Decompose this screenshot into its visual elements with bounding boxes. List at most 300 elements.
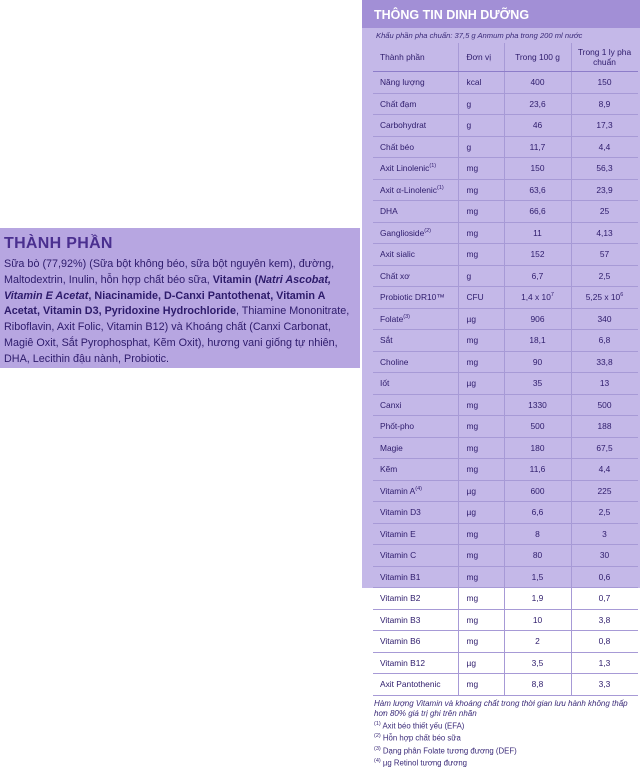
nutrient-per-100g-text: 600 — [530, 485, 545, 496]
nutrient-unit — [458, 437, 504, 459]
nutrient-name — [373, 330, 458, 352]
nutrient-unit — [458, 480, 504, 502]
nutrition-row — [373, 459, 638, 481]
nutrient-per-serving — [571, 115, 638, 137]
nutrient-per-serving-text: 3,8 — [598, 614, 611, 625]
nutrient-unit — [458, 158, 504, 180]
nutrient-per-serving — [571, 394, 638, 416]
nutrient-name — [373, 674, 458, 696]
nutrient-unit — [458, 308, 504, 330]
nutrient-unit-text: mg — [466, 593, 479, 604]
nutrient-per-100g — [504, 502, 571, 524]
nutrient-unit — [458, 394, 504, 416]
nutrient-unit — [458, 179, 504, 201]
nutrient-per-serving — [571, 330, 638, 352]
nutrient-unit — [458, 373, 504, 395]
nutrient-per-serving-text: 23,9 — [596, 184, 613, 195]
nutrient-name-text: Axit sialic — [380, 249, 415, 260]
nutrient-name — [373, 523, 458, 545]
nutrient-per-serving — [571, 222, 638, 244]
nutrient-per-100g — [504, 115, 571, 137]
nutrition-row — [373, 566, 638, 588]
nutrient-unit-text: g — [466, 141, 472, 152]
footnote-mark: 7 — [550, 292, 554, 299]
nutrient-per-100g-text: 150 — [530, 163, 545, 174]
serving-size-text: Khẩu phần pha chuẩn: 37,5 g Anmum pha trong 200 ml nước — [376, 31, 583, 40]
nutrient-per-serving-text: 30 — [599, 550, 610, 561]
nutrient-per-serving-text: 0,7 — [598, 593, 611, 604]
nutrient-name-text: Phốt-pho — [380, 421, 414, 432]
nutrient-name-text: Kẽm — [380, 464, 398, 475]
nutrient-unit-text: mg — [466, 550, 479, 561]
ingredients-panel — [0, 228, 360, 368]
nutrient-unit-text: g — [466, 120, 472, 131]
nutrient-name-text: DHA — [380, 206, 398, 217]
footnote-mark: (1) — [436, 184, 444, 191]
nutrient-unit-text: mg — [466, 528, 479, 539]
nutrient-name — [373, 502, 458, 524]
footnote — [362, 744, 640, 757]
nutrition-row — [373, 136, 638, 158]
nutrient-name — [373, 588, 458, 610]
nutrition-panel — [362, 0, 640, 768]
ingredient-segment: Natri Ascobat, Vitamin E Acetat — [4, 273, 331, 302]
nutrient-unit — [458, 201, 504, 223]
nutrient-name — [373, 566, 458, 588]
nutrient-per-serving-text: 0,6 — [598, 571, 611, 582]
nutrient-per-100g — [504, 179, 571, 201]
nutrition-row — [373, 502, 638, 524]
nutrient-name-text: Vitamin B3 — [380, 614, 421, 625]
nutrient-unit — [458, 566, 504, 588]
nutrition-rows — [373, 72, 638, 696]
nutrient-unit — [458, 115, 504, 137]
nutrient-name — [373, 179, 458, 201]
nutrient-name-text: Vitamin B1 — [380, 571, 421, 582]
footnote-mark: (2) — [424, 227, 431, 234]
nutrient-name — [373, 265, 458, 287]
nutrient-unit-text: kcal — [466, 77, 482, 88]
nutrient-name-text: Vitamin D3 — [380, 507, 421, 518]
nutrient-unit — [458, 72, 504, 94]
nutrition-row — [373, 287, 638, 309]
nutrient-per-100g — [504, 158, 571, 180]
nutrient-unit-text: g — [466, 270, 472, 281]
header-per-100g: Trong 100 g — [504, 43, 571, 72]
nutrient-per-100g-text: 1,9 — [531, 593, 544, 604]
nutrient-per-100g — [504, 652, 571, 674]
footnote — [362, 719, 640, 732]
nutrient-per-serving — [571, 265, 638, 287]
nutrient-per-100g-text: 18,1 — [529, 335, 546, 346]
nutrient-per-100g-text: 500 — [530, 421, 545, 432]
ingredient-segment: Niacinamide, D-Canxi Pantothenat, Vitamin A Acetat, Vitamin D3, Pyridoxine Hydrochloride — [4, 289, 325, 318]
nutrient-unit-text: mg — [466, 399, 479, 410]
nutrition-header-row — [373, 43, 638, 72]
nutrient-per-serving — [571, 652, 638, 674]
footnote-text: Hỗn hợp chất béo sữa — [382, 733, 461, 743]
nutrient-unit-text: mg — [466, 227, 479, 238]
nutrient-per-serving — [571, 308, 638, 330]
nutrient-unit — [458, 459, 504, 481]
nutrient-name-text: Probiotic DR10™ — [380, 292, 445, 303]
nutrient-per-serving-text: 4,4 — [598, 464, 611, 475]
nutrient-per-100g-text: 3,5 — [531, 657, 544, 668]
nutrient-name — [373, 158, 458, 180]
nutrient-per-serving-text: 2,5 — [598, 507, 611, 518]
nutrient-per-100g-text: 1,4 x 10 — [521, 292, 551, 303]
nutrient-per-serving — [571, 631, 638, 653]
nutrient-per-serving-text: 3,3 — [598, 679, 611, 690]
nutrient-unit-text: µg — [466, 378, 476, 389]
nutrient-per-serving — [571, 674, 638, 696]
nutrition-row — [373, 609, 638, 631]
nutrient-per-100g-text: 1330 — [528, 399, 547, 410]
ingredients-text — [4, 257, 356, 368]
nutrient-per-100g — [504, 351, 571, 373]
nutrient-unit — [458, 588, 504, 610]
nutrient-per-serving — [571, 609, 638, 631]
vitamin-note: Hàm lượng Vitamin và khoáng chất trong thời gian lưu hành không thấp hơn 80% giá trị ghi trên nhãn — [374, 698, 628, 718]
nutrient-name-text: Vitamin B2 — [380, 593, 421, 604]
nutrient-per-serving-text: 17,3 — [596, 120, 613, 131]
nutrient-unit — [458, 545, 504, 567]
nutrient-unit-text: mg — [466, 571, 479, 582]
nutrient-per-100g-text: 23,6 — [529, 98, 546, 109]
nutrition-row — [373, 545, 638, 567]
nutrient-per-serving-text: 56,3 — [596, 163, 613, 174]
nutrient-unit — [458, 652, 504, 674]
nutrient-per-serving-text: 57 — [599, 249, 610, 260]
nutrient-per-serving — [571, 459, 638, 481]
nutrient-per-serving-text: 1,3 — [598, 657, 611, 668]
nutrient-per-100g — [504, 523, 571, 545]
nutrient-unit — [458, 631, 504, 653]
nutrient-per-100g — [504, 459, 571, 481]
nutrient-unit — [458, 674, 504, 696]
nutrition-row — [373, 437, 638, 459]
nutrition-row — [373, 158, 638, 180]
footnote-mark: (3) — [403, 313, 411, 320]
footnote-mark: (4) — [415, 485, 422, 492]
nutrient-unit-text: mg — [466, 163, 479, 174]
nutrient-per-serving — [571, 72, 638, 94]
ingredient-segment: Sữa bò (77,92%) (Sữa bột không béo, sữa bột nguyên kem), đường, Maltodextrin, Inulin, hỗn hợp chất béo sữa, — [4, 258, 335, 286]
nutrient-per-100g — [504, 308, 571, 330]
nutrient-unit-text: mg — [466, 679, 479, 690]
nutrient-unit-text: mg — [466, 184, 479, 195]
nutrient-name-text: Chất xơ — [380, 270, 410, 281]
footnote-mark: (2) — [374, 733, 381, 740]
nutrient-per-100g — [504, 588, 571, 610]
nutrient-unit-text: µg — [466, 507, 476, 518]
nutrient-name-text: Canxi — [380, 399, 402, 410]
nutrient-per-100g — [504, 545, 571, 567]
nutrient-per-serving-text: 500 — [597, 399, 612, 410]
nutrient-name-text: Năng lượng — [380, 77, 425, 88]
nutrient-name — [373, 609, 458, 631]
nutrient-per-100g-text: 66,6 — [529, 206, 546, 217]
footnote-text: Dạng phân Folate tương đương (DEF) — [382, 746, 517, 756]
nutrient-name-text: Axit α-Linolenic — [380, 184, 437, 195]
nutrition-row — [373, 674, 638, 696]
footnote-text: Axit béo thiết yếu (EFA) — [382, 721, 465, 731]
nutrient-per-100g-text: 152 — [530, 249, 545, 260]
footnote-mark: (4) — [374, 758, 381, 765]
nutrient-unit-text: mg — [466, 464, 479, 475]
nutrient-name-text: Carbohydrat — [380, 120, 427, 131]
nutrient-name-text: Vitamin B12 — [380, 657, 426, 668]
nutrient-unit — [458, 287, 504, 309]
nutrient-unit-text: g — [466, 98, 472, 109]
footnote — [362, 756, 640, 769]
nutrient-name — [373, 115, 458, 137]
footnote-mark: 6 — [620, 292, 624, 299]
nutrient-per-serving — [571, 545, 638, 567]
nutrient-per-100g-text: 80 — [532, 550, 543, 561]
nutrient-unit-text: mg — [466, 442, 479, 453]
nutrient-per-serving — [571, 136, 638, 158]
nutrient-per-serving-text: 150 — [597, 77, 612, 88]
nutrient-per-100g — [504, 93, 571, 115]
nutrient-name — [373, 351, 458, 373]
nutrient-per-serving — [571, 201, 638, 223]
nutrient-per-100g-text: 90 — [532, 356, 543, 367]
nutrient-unit-text: mg — [466, 421, 479, 432]
nutrient-unit — [458, 265, 504, 287]
ingredients-title: THÀNH PHẦN — [4, 235, 113, 252]
nutrient-unit — [458, 330, 504, 352]
nutrient-name-text: Axit Linolenic — [380, 163, 430, 174]
nutrient-unit — [458, 136, 504, 158]
nutrient-per-100g — [504, 201, 571, 223]
nutrient-name — [373, 416, 458, 438]
nutrient-unit — [458, 416, 504, 438]
nutrient-name — [373, 136, 458, 158]
nutrient-per-serving — [571, 244, 638, 266]
nutrient-per-serving-text: 25 — [599, 206, 610, 217]
header-component: Thành phần — [373, 43, 458, 72]
nutrient-unit-text: CFU — [466, 292, 484, 303]
nutrient-per-serving-text: 13 — [599, 378, 610, 389]
nutrient-unit-text: mg — [466, 614, 479, 625]
nutrient-per-100g — [504, 674, 571, 696]
nutrient-name-text: Folate — [380, 313, 404, 324]
nutrient-per-100g-text: 2 — [535, 636, 540, 647]
nutrient-per-serving — [571, 502, 638, 524]
nutrient-per-100g-text: 11 — [533, 227, 542, 238]
nutrient-per-serving — [571, 523, 638, 545]
nutrient-per-100g — [504, 416, 571, 438]
nutrient-per-100g-text: 6,7 — [531, 270, 544, 281]
nutrition-row — [373, 351, 638, 373]
header-per-serving: Trong 1 ly pha chuẩn — [571, 43, 638, 72]
nutrient-per-serving-text: 3 — [602, 528, 607, 539]
nutrient-per-serving — [571, 351, 638, 373]
nutrient-per-serving-text: 4,13 — [596, 227, 613, 238]
nutrition-row — [373, 588, 638, 610]
nutrient-per-serving-text: 188 — [597, 421, 612, 432]
nutrient-name — [373, 545, 458, 567]
nutrition-row — [373, 115, 638, 137]
nutrition-row — [373, 265, 638, 287]
nutrient-per-100g — [504, 244, 571, 266]
nutrient-per-100g — [504, 566, 571, 588]
nutrient-unit-text: mg — [466, 356, 479, 367]
nutrient-per-100g-text: 180 — [530, 442, 545, 453]
nutrient-per-100g-text: 63,6 — [529, 184, 546, 195]
nutrient-per-100g — [504, 394, 571, 416]
nutrient-unit — [458, 609, 504, 631]
nutrient-per-100g — [504, 373, 571, 395]
nutrient-per-100g-text: 8,8 — [531, 679, 544, 690]
nutrient-per-serving-text: 5,25 x 10 — [585, 292, 621, 303]
nutrient-per-serving — [571, 480, 638, 502]
footnote — [362, 731, 640, 744]
nutrient-per-100g-text: 1,5 — [531, 571, 544, 582]
nutrient-name-text: Vitamin B6 — [380, 636, 421, 647]
nutrient-per-100g — [504, 265, 571, 287]
nutrient-name-text: Sắt — [380, 335, 393, 346]
nutrient-name-text: Choline — [380, 356, 409, 367]
nutrition-row — [373, 244, 638, 266]
nutrition-row — [373, 308, 638, 330]
nutrient-name-text: Vitamin C — [380, 550, 417, 561]
nutrient-per-serving-text: 6,8 — [598, 335, 611, 346]
footnote-mark: (1) — [374, 720, 381, 727]
nutrient-name — [373, 308, 458, 330]
nutrient-per-serving-text: 0,8 — [598, 636, 611, 647]
nutrient-per-serving — [571, 287, 638, 309]
nutrient-per-serving — [571, 93, 638, 115]
nutrient-name — [373, 373, 458, 395]
nutrition-row — [373, 201, 638, 223]
nutrient-per-100g-text: 8 — [535, 528, 540, 539]
nutrient-unit — [458, 222, 504, 244]
nutrient-name-text: Ganglioside — [380, 227, 425, 238]
ingredient-segment: , — [88, 289, 95, 302]
nutrition-row — [373, 179, 638, 201]
nutrient-per-serving-text: 225 — [597, 485, 612, 496]
nutrient-per-serving — [571, 437, 638, 459]
nutrient-name — [373, 287, 458, 309]
nutrient-per-serving-text: 340 — [597, 313, 612, 324]
nutrient-unit — [458, 523, 504, 545]
nutrition-row — [373, 631, 638, 653]
nutrition-row — [373, 330, 638, 352]
nutrient-name-text: Axit Pantothenic — [380, 679, 441, 690]
nutrient-name-text: Chất đạm — [380, 98, 417, 109]
nutrient-unit-text: µg — [466, 313, 476, 324]
nutrition-row — [373, 480, 638, 502]
nutrient-unit-text: mg — [466, 206, 479, 217]
nutrient-unit — [458, 502, 504, 524]
nutrient-name — [373, 394, 458, 416]
nutrient-unit-text: µg — [466, 657, 476, 668]
footnote-text: µg Retinol tương đương — [382, 758, 468, 768]
nutrient-per-100g-text: 46 — [532, 120, 543, 131]
nutrient-per-serving — [571, 416, 638, 438]
nutrient-per-100g-text: 400 — [530, 77, 545, 88]
nutrient-name — [373, 652, 458, 674]
nutrient-per-serving-text: 33,8 — [596, 356, 613, 367]
nutrient-per-serving — [571, 158, 638, 180]
nutrient-name — [373, 459, 458, 481]
nutrition-row — [373, 373, 638, 395]
nutrient-per-100g — [504, 480, 571, 502]
nutrient-per-100g — [504, 631, 571, 653]
nutrition-title: THÔNG TIN DINH DƯỠNG — [362, 0, 640, 28]
nutrient-name-text: Chất béo — [380, 141, 414, 152]
header-unit: Đơn vị — [458, 43, 504, 72]
nutrient-per-100g — [504, 72, 571, 94]
nutrient-per-100g-text: 10 — [532, 614, 543, 625]
nutrient-name-text: Vitamin A — [380, 485, 416, 496]
ingredient-segment: Vitamin ( — [212, 273, 259, 286]
nutrition-row — [373, 416, 638, 438]
nutrient-per-100g — [504, 330, 571, 352]
nutrition-row — [373, 93, 638, 115]
nutrient-per-100g-text: 906 — [530, 313, 545, 324]
nutrient-per-100g — [504, 136, 571, 158]
nutrient-name — [373, 222, 458, 244]
nutrient-name — [373, 631, 458, 653]
nutrition-row — [373, 72, 638, 94]
nutrient-unit — [458, 244, 504, 266]
nutrient-per-serving-text: 67,5 — [596, 442, 613, 453]
nutrition-row — [373, 523, 638, 545]
nutrition-row — [373, 222, 638, 244]
nutrient-name-text: Vitamin E — [380, 528, 416, 539]
nutrient-per-serving — [571, 588, 638, 610]
footnote-mark: (1) — [429, 163, 437, 170]
nutrient-per-100g-text: 11,6 — [529, 464, 546, 475]
nutrient-per-100g-text: 6,6 — [531, 507, 544, 518]
nutrient-per-100g — [504, 437, 571, 459]
nutrient-per-serving — [571, 179, 638, 201]
nutrient-per-serving — [571, 373, 638, 395]
nutrient-unit-text: mg — [466, 636, 479, 647]
footnotes — [362, 719, 640, 769]
nutrient-name — [373, 201, 458, 223]
nutrient-per-serving-text: 4,4 — [598, 141, 611, 152]
nutrient-per-100g — [504, 287, 571, 309]
ingredient-segment: , Thiamine Mononitrate, Riboflavin, Axit Folic, Vitamin B12) và Khoáng chất (Canxi Carbonat, Magiê Oxit, Sắt Pyrophosphat, Kẽm Oxit), hương vani giống tự nhiên, DHA, Lecithin đậu nành, Probiotic. — [4, 305, 350, 365]
nutrient-per-100g — [504, 609, 571, 631]
nutrient-name-text: Magie — [380, 442, 403, 453]
nutrient-per-100g-text: 35 — [532, 378, 543, 389]
nutrient-name — [373, 480, 458, 502]
nutrient-unit-text: µg — [466, 485, 476, 496]
nutrient-name — [373, 437, 458, 459]
footnote-mark: (3) — [374, 745, 381, 752]
nutrient-per-serving-text: 2,5 — [598, 270, 611, 281]
nutrition-table — [373, 43, 638, 696]
nutrient-unit — [458, 351, 504, 373]
nutrient-per-serving — [571, 566, 638, 588]
nutrition-row — [373, 652, 638, 674]
nutrient-unit-text: mg — [466, 335, 479, 346]
nutrition-row — [373, 394, 638, 416]
nutrient-unit — [458, 93, 504, 115]
nutrient-name — [373, 72, 458, 94]
nutrient-per-serving-text: 8,9 — [598, 98, 611, 109]
nutrient-unit-text: mg — [466, 249, 479, 260]
nutrient-name — [373, 244, 458, 266]
nutrient-per-100g — [504, 222, 571, 244]
nutrient-name-text: Iốt — [380, 378, 390, 389]
nutrient-name — [373, 93, 458, 115]
